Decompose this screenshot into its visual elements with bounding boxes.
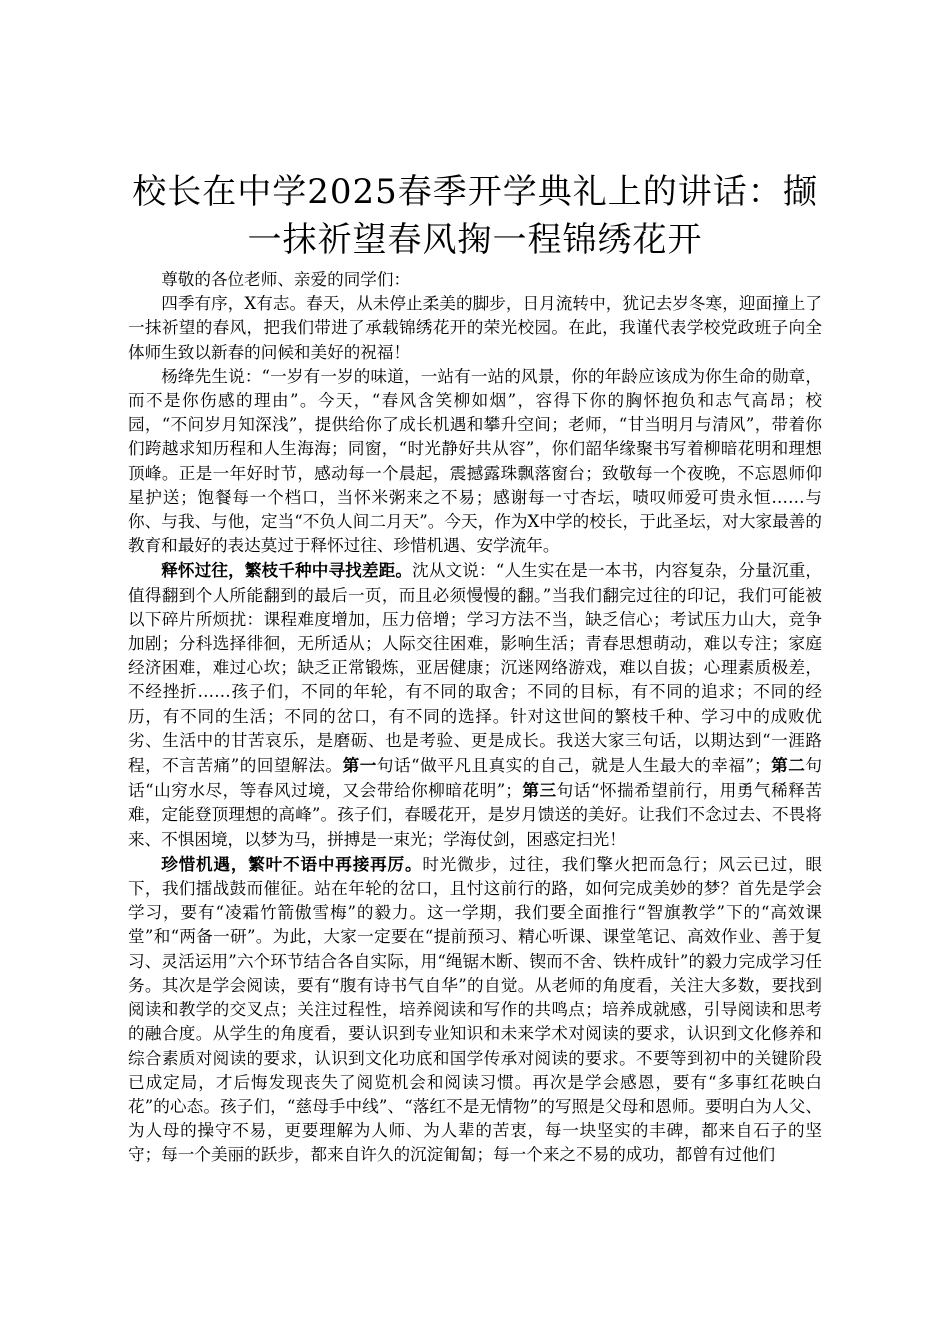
section-1-heading: 释怀过往，繁枝千种中寻找差距。: [161, 560, 413, 581]
section-1-text-c: 句话“山穷水尽，等春风过境，又会带给你柳暗花明”；: [128, 756, 823, 801]
document-title: [128, 168, 822, 264]
section-2-text: 时光微步，过往，我们擎火把而急行；风云已过，眼下，我们擂战鼓而催征。站在年轮的岔口，且忖这前行的路，如何完成美妙的梦？首先是学会学习，要有“凌霜竹箭傲雪梅”的毅力。这一学期，我们要全面推行“智旗教学”下的“高效课堂”和“两备一研”。为此，大家一定要在“提前预习、精心听课、课堂笔记、高效作业、善于复习、灵活运用”六个环节结合各自实际，用“绳锯木断、锲而不舍、铁杵成针”的毅力完成学习任务。其次是学会阅读，要有“腹有诗书气自华”的自觉。从老师的角度看，关注大多数，要找到阅读和教学的交叉点；关注过程性，培养阅读和写作的共鸣点；培养成就感，引导阅读和思考的融合度。从学生的角度看，要认识到专业知识和未来学术对阅读的要求，认识到文化修养和综合素质对阅读的要求，认识到文化功底和国学传承对阅读的要求。不要等到初中的关键阶段已成定局，才后悔发现丧失了阅览机会和阅读习惯。再次是学会感恩，要有“多事红花映白花”的心态。孩子们，“慈母手中线”、“落红不是无情物”的写照是父母和恩师。要明白为人父、为人母的操守不易，更要理解为人师、为人辈的苦衷，每一块坚实的丰碑，都来自石子的坚守；每一个美丽的跃步，都来自许久的沉淀匍匐；每一个来之不易的成功，都曾有过他们: [128, 854, 823, 1165]
paragraph-section-1: [128, 558, 822, 851]
third-label: 第三: [521, 780, 557, 801]
section-1-text-b: 句话“做平凡且真实的自己，就是人生最大的幸福”；: [376, 756, 771, 776]
section-1-text-a: 沈从文说：“人生实在是一本书，内容复杂，分量沉重，值得翻到个人所能翻到的最后一页，而且必须慢慢的翻。”当我们翻完过往的印记，我们可能被以下碎片所烦扰：课程难度增加，压力倍增；学习方法不当，缺乏信心；考试压力山大，竞争加剧；分科选择徘徊，无所适从；人际交往困难，影响生活；青春思想萌动，难以专注；家庭经济困难，难过心坎；缺乏正常锻炼，亚居健康；沉迷网络游戏，难以自拔；心理素质极差，不经挫折……孩子们，不同的年轮，有不同的取舍；不同的目标，有不同的追求；不同的经历，有不同的生活；不同的岔口，有不同的选择。针对这世间的繁枝千种、学习中的成败优劣、生活中的甘苦哀乐，是磨砺、也是考验、更是成长。我送大家三句话，以期达到“一涯路程，不言苦痛”的回望解法。: [128, 561, 823, 776]
section-1-text-d: 句话“怀揣希望前行，用勇气稀释苦难，定能登顶理想的高峰”。孩子们，春暖花开，是岁月馈送的美好。让我们不念过去、不畏将来、不惧困境，以梦为马，拼搏是一束光；学海仗剑，困惑定扫光！: [128, 781, 823, 849]
paragraph-quote: 杨绛先生说：“一岁有一岁的味道，一站有一站的风景，你的年龄应该成为你生命的勋章，而不是你伤感的理由”。今天，“春风含笑柳如烟”，容得下你的胸怀抱负和志气高昂；校园，“不问岁月知深浅”，提供给你了成长机遇和攀升空间；老师，“甘当明月与清风”，带着你们跨越求知历程和人生海海；同窗，“时光静好共从容”，你们韶华缘聚书写着柳暗花明和理想顶峰。正是一年好时节，感动每一个晨起，震撼露珠飘落窗台；致敬每一个夜晚，不忘恩师仰星护送；饱餐每一个档口，当怀米粥来之不易；感谢每一寸杏坛，啧叹师爱可贵永恒……与你、与我、与他，定当“不负人间二月天”。今天，作为X中学的校长，于此圣坛，对大家最善的教育和最好的表达莫过于释怀过往、珍惜机遇、安学流年。: [128, 366, 822, 556]
section-2-heading: 珍惜机遇，繁叶不语中再接再厉。: [161, 853, 423, 874]
paragraph-section-2: [128, 852, 822, 1168]
paragraph-opening: 四季有序，X有志。春天，从未停止柔美的脚步，日月流转中，犹记去岁冬寒，迎面撞上了一抹祈望的春风，把我们带进了承载锦绣花开的荣光校园。在此，我谨代表学校党政班子向全体师生致以新春的问候和美好的祝福！: [128, 294, 822, 362]
second-label: 第二: [770, 755, 806, 776]
title-line-1: 校长在中学2025春季开学典礼上的讲话：撷: [132, 172, 818, 212]
document-body: [128, 268, 822, 1168]
title-line-2: 一抹祈望春风掬一程锦绣花开: [247, 220, 703, 260]
first-label: 第一: [342, 755, 377, 776]
salutation: 尊敬的各位老师、亲爱的同学们：: [161, 270, 411, 289]
